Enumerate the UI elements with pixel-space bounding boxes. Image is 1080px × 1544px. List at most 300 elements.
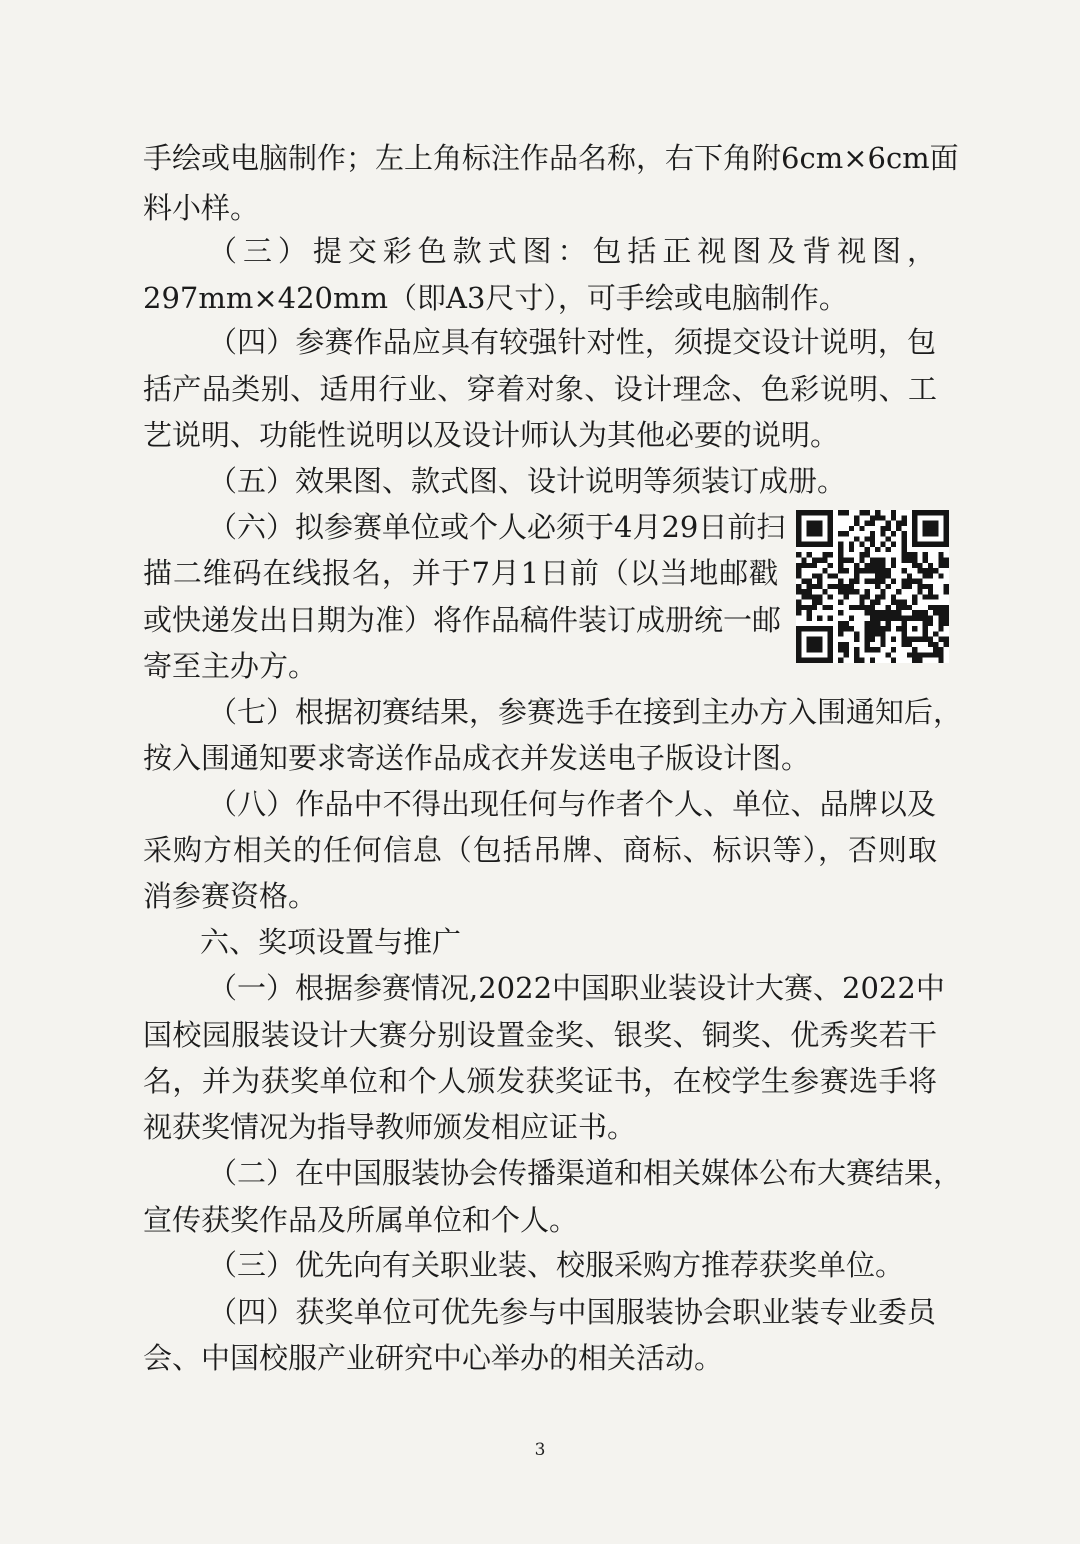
qr-module — [859, 526, 864, 531]
qr-module — [843, 510, 848, 515]
qr-module — [801, 542, 806, 547]
text-line: 297mm×420mm（即A3尺寸），可手绘或电脑制作。 — [143, 281, 848, 315]
qr-module — [938, 542, 943, 547]
qr-module — [938, 557, 943, 562]
qr-module — [938, 552, 943, 557]
qr-module — [807, 658, 812, 663]
qr-module — [870, 647, 875, 652]
qr-module — [896, 600, 901, 605]
qr-module — [933, 652, 938, 657]
qr-module — [902, 557, 907, 562]
qr-module — [902, 626, 907, 631]
qr-module — [828, 563, 833, 568]
qr-module — [875, 616, 880, 621]
qr-module — [854, 637, 859, 642]
qr-module — [807, 579, 812, 584]
qr-module — [870, 531, 875, 536]
qr-module — [944, 557, 949, 562]
qr-module — [865, 626, 870, 631]
qr-module — [880, 626, 885, 631]
text-line: （一）根据参赛情况,2022中国职业装设计大赛、2022中 — [208, 971, 945, 1005]
qr-module — [880, 542, 885, 547]
qr-module — [865, 647, 870, 652]
qr-module — [870, 631, 875, 636]
text-line: （三）提交彩色款式图：包括正视图及背视图， — [208, 234, 936, 268]
text-line: （五）效果图、款式图、设计说明等须装订成册。 — [208, 464, 847, 498]
qr-module — [912, 510, 917, 515]
qr-module — [933, 605, 938, 610]
qr-module — [796, 589, 801, 594]
qr-module — [807, 589, 812, 594]
qr-module — [928, 542, 933, 547]
qr-module — [849, 605, 854, 610]
qr-module — [843, 652, 848, 657]
registration-qr-code[interactable] — [796, 510, 949, 663]
qr-module — [849, 526, 854, 531]
qr-module — [923, 637, 928, 642]
qr-module — [796, 531, 801, 536]
qr-module — [849, 584, 854, 589]
qr-module — [838, 621, 843, 626]
qr-module — [796, 637, 801, 642]
qr-module — [880, 568, 885, 573]
qr-module — [891, 658, 896, 663]
qr-module — [875, 515, 880, 520]
qr-module — [902, 547, 907, 552]
qr-module — [875, 647, 880, 652]
qr-module — [822, 605, 827, 610]
qr-module — [944, 589, 949, 594]
qr-module — [907, 637, 912, 642]
qr-module — [907, 616, 912, 621]
qr-module — [807, 637, 812, 642]
qr-module — [838, 642, 843, 647]
qr-module — [891, 579, 896, 584]
qr-module — [838, 579, 843, 584]
qr-module — [886, 568, 891, 573]
qr-module — [891, 510, 896, 515]
qr-module — [870, 600, 875, 605]
qr-module — [854, 652, 859, 657]
qr-module — [817, 626, 822, 631]
qr-module — [838, 658, 843, 663]
qr-module — [923, 616, 928, 621]
qr-module — [875, 563, 880, 568]
qr-module — [907, 584, 912, 589]
qr-module — [880, 616, 885, 621]
qr-module — [891, 600, 896, 605]
qr-module — [817, 510, 822, 515]
qr-module — [912, 536, 917, 541]
qr-module — [923, 557, 928, 562]
qr-module — [828, 652, 833, 657]
text-line: 采购方相关的任何信息（包括吊牌、商标、标识等），否则取 — [143, 833, 937, 867]
qr-module — [817, 579, 822, 584]
qr-module — [917, 579, 922, 584]
qr-module — [828, 584, 833, 589]
qr-module — [854, 605, 859, 610]
text-line: 宣传获奖作品及所属单位和个人。 — [143, 1203, 579, 1237]
qr-module — [902, 600, 907, 605]
qr-module — [923, 521, 928, 526]
qr-module — [849, 557, 854, 562]
qr-module — [822, 542, 827, 547]
qr-module — [886, 621, 891, 626]
qr-module — [865, 552, 870, 557]
qr-module — [886, 616, 891, 621]
qr-module — [859, 542, 864, 547]
qr-module — [891, 531, 896, 536]
qr-module — [796, 573, 801, 578]
text-line: 视获奖情况为指导教师颁发相应证书。 — [143, 1110, 637, 1144]
qr-module — [902, 584, 907, 589]
qr-module — [828, 647, 833, 652]
text-line: （四）参赛作品应具有较强针对性，须提交设计说明，包 — [208, 325, 936, 359]
qr-module — [907, 605, 912, 610]
qr-module — [912, 610, 917, 615]
qr-module — [933, 542, 938, 547]
qr-module — [870, 536, 875, 541]
qr-module — [812, 642, 817, 647]
qr-module — [896, 521, 901, 526]
qr-module — [944, 563, 949, 568]
qr-module — [838, 610, 843, 615]
qr-module — [828, 631, 833, 636]
qr-module — [917, 652, 922, 657]
qr-module — [875, 573, 880, 578]
qr-module — [812, 594, 817, 599]
qr-module — [880, 594, 885, 599]
qr-module — [807, 542, 812, 547]
qr-module — [807, 521, 812, 526]
qr-module — [859, 568, 864, 573]
qr-module — [812, 510, 817, 515]
qr-module — [907, 642, 912, 647]
qr-module — [865, 568, 870, 573]
qr-module — [843, 557, 848, 562]
qr-module — [822, 552, 827, 557]
qr-module — [854, 563, 859, 568]
qr-module — [807, 563, 812, 568]
qr-module — [902, 605, 907, 610]
qr-module — [923, 610, 928, 615]
qr-module — [902, 542, 907, 547]
qr-module — [944, 510, 949, 515]
qr-module — [928, 616, 933, 621]
qr-module — [923, 621, 928, 626]
qr-module — [796, 652, 801, 657]
qr-module — [912, 526, 917, 531]
qr-module — [796, 526, 801, 531]
qr-module — [880, 579, 885, 584]
qr-module — [807, 605, 812, 610]
qr-module — [843, 568, 848, 573]
qr-module — [822, 510, 827, 515]
qr-module — [833, 573, 838, 578]
qr-module — [923, 510, 928, 515]
qr-module — [807, 526, 812, 531]
qr-module — [817, 600, 822, 605]
qr-module — [912, 521, 917, 526]
qr-module — [928, 573, 933, 578]
qr-module — [917, 563, 922, 568]
qr-module — [859, 510, 864, 515]
qr-module — [807, 616, 812, 621]
qr-module — [912, 552, 917, 557]
qr-module — [875, 584, 880, 589]
qr-module — [817, 616, 822, 621]
qr-module — [854, 568, 859, 573]
qr-module — [849, 589, 854, 594]
qr-module — [838, 547, 843, 552]
qr-module — [807, 510, 812, 515]
text-line: 或快递发出日期为准）将作品稿件装订成册统一邮 — [143, 603, 782, 637]
qr-module — [923, 526, 928, 531]
qr-module — [812, 542, 817, 547]
qr-module — [828, 605, 833, 610]
qr-module — [928, 568, 933, 573]
text-line: 消参赛资格。 — [143, 879, 318, 913]
qr-module — [801, 626, 806, 631]
qr-module — [938, 652, 943, 657]
qr-module — [849, 626, 854, 631]
qr-module — [854, 589, 859, 594]
qr-module — [817, 658, 822, 663]
qr-module — [886, 526, 891, 531]
qr-module — [859, 600, 864, 605]
qr-module — [828, 521, 833, 526]
text-line: 会、中国校服产业研究中心举办的相关活动。 — [143, 1341, 724, 1375]
qr-module — [875, 621, 880, 626]
qr-module — [843, 531, 848, 536]
qr-module — [938, 626, 943, 631]
qr-module — [865, 536, 870, 541]
qr-module — [891, 647, 896, 652]
qr-module — [838, 510, 843, 515]
qr-module — [944, 610, 949, 615]
qr-module — [865, 621, 870, 626]
qr-module — [907, 552, 912, 557]
qr-module — [870, 626, 875, 631]
qr-module — [801, 658, 806, 663]
qr-module — [902, 579, 907, 584]
qr-module — [843, 626, 848, 631]
qr-module — [938, 647, 943, 652]
qr-module — [870, 637, 875, 642]
qr-module — [912, 531, 917, 536]
text-line: （三）优先向有关职业装、校服采购方推荐获奖单位。 — [208, 1248, 905, 1282]
qr-module — [822, 589, 827, 594]
text-line: （二）在中国服装协会传播渠道和相关媒体公布大赛结果， — [208, 1156, 963, 1190]
qr-module — [838, 631, 843, 636]
qr-module — [828, 510, 833, 515]
qr-module — [870, 521, 875, 526]
qr-module — [891, 594, 896, 599]
qr-module — [938, 621, 943, 626]
qr-module — [838, 563, 843, 568]
qr-module — [902, 521, 907, 526]
qr-module — [822, 568, 827, 573]
qr-module — [902, 642, 907, 647]
qr-module — [912, 579, 917, 584]
qr-module — [838, 552, 843, 557]
qr-module — [796, 536, 801, 541]
qr-module — [912, 652, 917, 657]
qr-module — [865, 637, 870, 642]
qr-module — [923, 542, 928, 547]
qr-module — [938, 573, 943, 578]
qr-module — [817, 531, 822, 536]
qr-module — [854, 521, 859, 526]
qr-module — [849, 616, 854, 621]
qr-module — [923, 531, 928, 536]
qr-module — [865, 642, 870, 647]
qr-module — [933, 631, 938, 636]
text-line: 料小样。 — [143, 191, 260, 225]
text-line: 寄至主办方。 — [143, 649, 318, 683]
qr-module — [843, 647, 848, 652]
qr-module — [865, 547, 870, 552]
qr-module — [828, 658, 833, 663]
qr-module — [838, 647, 843, 652]
qr-module — [912, 626, 917, 631]
qr-module — [912, 600, 917, 605]
qr-module — [865, 610, 870, 615]
qr-module — [807, 647, 812, 652]
qr-module — [865, 594, 870, 599]
qr-module — [928, 589, 933, 594]
qr-module — [902, 616, 907, 621]
qr-module — [933, 647, 938, 652]
qr-module — [928, 621, 933, 626]
qr-module — [907, 579, 912, 584]
qr-module — [828, 616, 833, 621]
qr-module — [933, 594, 938, 599]
qr-module — [828, 536, 833, 541]
qr-module — [896, 526, 901, 531]
qr-module — [801, 594, 806, 599]
qr-module — [928, 637, 933, 642]
qr-module — [828, 573, 833, 578]
qr-module — [796, 515, 801, 520]
qr-module — [891, 616, 896, 621]
qr-module — [870, 515, 875, 520]
text-line: 名，并为获奖单位和个人颁发获奖证书，在校学生参赛选手将 — [143, 1064, 937, 1098]
qr-module — [859, 605, 864, 610]
qr-module — [870, 610, 875, 615]
qr-module — [843, 589, 848, 594]
qr-module — [886, 521, 891, 526]
qr-module — [796, 610, 801, 615]
qr-module — [807, 642, 812, 647]
qr-module — [923, 594, 928, 599]
qr-module — [933, 510, 938, 515]
qr-module — [886, 547, 891, 552]
qr-module — [880, 637, 885, 642]
qr-module — [796, 642, 801, 647]
qr-module — [923, 584, 928, 589]
qr-module — [923, 652, 928, 657]
qr-module — [870, 563, 875, 568]
text-line: 描二维码在线报名，并于7月1日前（以当地邮戳 — [143, 556, 778, 590]
qr-module — [875, 568, 880, 573]
qr-module — [812, 626, 817, 631]
qr-module — [859, 658, 864, 663]
qr-module — [854, 536, 859, 541]
qr-module — [812, 605, 817, 610]
qr-module — [828, 642, 833, 647]
qr-module — [796, 631, 801, 636]
qr-module — [928, 510, 933, 515]
qr-module — [917, 589, 922, 594]
qr-module — [796, 605, 801, 610]
qr-module — [865, 510, 870, 515]
qr-module — [886, 536, 891, 541]
qr-module — [912, 542, 917, 547]
qr-module — [912, 515, 917, 520]
qr-module — [870, 658, 875, 663]
qr-module — [928, 594, 933, 599]
qr-module — [912, 637, 917, 642]
qr-module — [796, 584, 801, 589]
qr-module — [902, 631, 907, 636]
qr-module — [812, 531, 817, 536]
qr-module — [891, 542, 896, 547]
qr-module — [828, 526, 833, 531]
qr-module — [938, 658, 943, 663]
qr-module — [928, 605, 933, 610]
qr-module — [880, 589, 885, 594]
qr-module — [822, 557, 827, 562]
qr-module — [817, 542, 822, 547]
qr-module — [796, 658, 801, 663]
text-line: （六）拟参赛单位或个人必须于4月29日前扫 — [208, 510, 786, 544]
qr-module — [923, 631, 928, 636]
qr-module — [801, 557, 806, 562]
qr-module — [822, 626, 827, 631]
qr-module — [938, 605, 943, 610]
qr-module — [891, 515, 896, 520]
text-line: 国校园服装设计大赛分别设置金奖、银奖、铜奖、优秀奖若干 — [143, 1018, 937, 1052]
qr-module — [838, 584, 843, 589]
qr-module — [917, 584, 922, 589]
text-line: 手绘或电脑制作；左上角标注作品名称，右下角附6cm×6cm面 — [143, 141, 959, 175]
qr-module — [880, 515, 885, 520]
qr-module — [886, 652, 891, 657]
qr-module — [896, 589, 901, 594]
qr-module — [817, 521, 822, 526]
qr-module — [870, 557, 875, 562]
qr-module — [812, 637, 817, 642]
qr-module — [801, 579, 806, 584]
qr-module — [928, 526, 933, 531]
qr-module — [902, 621, 907, 626]
qr-module — [817, 594, 822, 599]
qr-module — [902, 515, 907, 520]
qr-module — [870, 542, 875, 547]
qr-module — [917, 510, 922, 515]
qr-module — [944, 531, 949, 536]
text-line: （七）根据初赛结果，参赛选手在接到主办方入围通知后， — [208, 695, 963, 729]
qr-module — [880, 563, 885, 568]
qr-module — [801, 510, 806, 515]
qr-module — [854, 579, 859, 584]
qr-module — [880, 631, 885, 636]
qr-module — [875, 631, 880, 636]
qr-module — [833, 584, 838, 589]
qr-module — [828, 552, 833, 557]
qr-module — [854, 658, 859, 663]
